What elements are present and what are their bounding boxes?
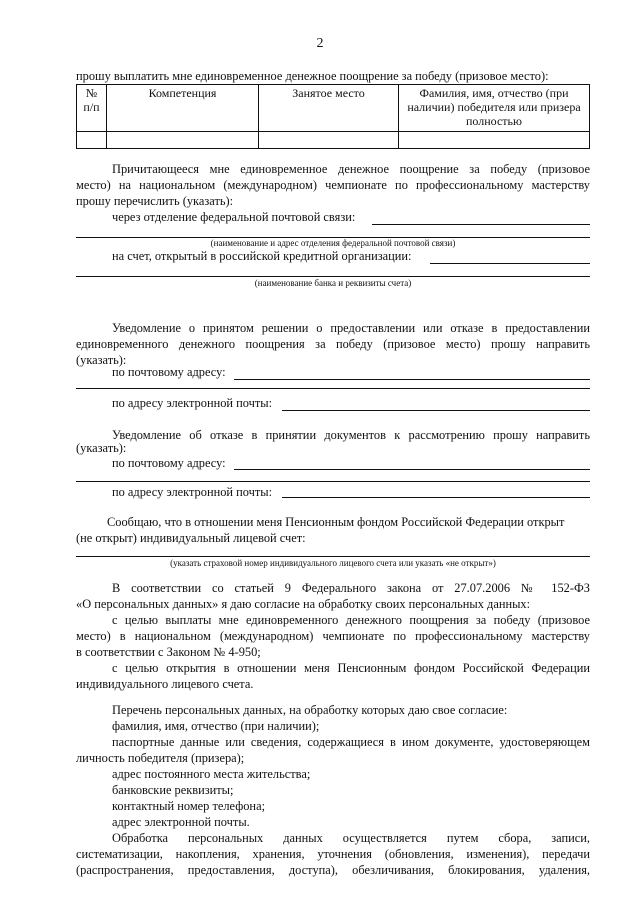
decision-postal-label: по почтовому адресу: (112, 365, 226, 379)
decision-email-field[interactable] (282, 410, 590, 411)
payment-para-line-1: Причитающееся мне единовременное денежное поощрение за победу (призовое (112, 162, 590, 176)
table-cell-place[interactable] (259, 132, 399, 149)
payment-para-line-2: место) на национальном (международном) чемпионате по профессиональному мастерству (76, 178, 590, 192)
table-header-number: № п/п (77, 85, 107, 132)
list-item: фамилия, имя, отчество (при наличии); (112, 719, 320, 733)
consent-line-1: В соответствии со статьей 9 Федерального закона от 27.07.2006 № 152-ФЗ (112, 581, 590, 595)
bank-account-caption: (наименование банка и реквизиты счета) (254, 278, 412, 288)
list-item: банковские реквизиты; (112, 783, 234, 797)
purpose-2-line-1: с целью открытия в отношении меня Пенсионным фондом Российской Федерации (112, 661, 590, 675)
bank-account-field[interactable] (430, 263, 590, 264)
purpose-2-line-2: индивидуального лицевого счета. (76, 677, 254, 691)
refusal-email-field[interactable] (282, 497, 590, 498)
decision-postal-field[interactable] (234, 379, 590, 380)
table-cell-number[interactable] (77, 132, 107, 149)
request-line: прошу выплатить мне единовременное денежное поощрение за победу (призовое место): (76, 69, 549, 83)
notify-decision-line-2: единовременного денежного поощрения за победу (призовое место) прошу направить (76, 337, 590, 351)
post-office-label: через отделение федеральной почтовой связи: (112, 210, 356, 224)
refusal-email-label: по адресу электронной почты: (112, 485, 273, 499)
table-header-place: Занятое место (259, 85, 399, 132)
pension-caption: (указать страховой номер индивидуального лицевого счета или указать «не открыт») (170, 558, 496, 568)
refusal-postal-field-line-2[interactable] (76, 481, 590, 482)
table-cell-name[interactable] (399, 132, 590, 149)
bank-account-field-line-2[interactable] (76, 276, 590, 277)
competition-table (76, 84, 590, 149)
post-office-caption: (наименование и адрес отделения федеральной почтовой связи) (210, 238, 456, 248)
decision-postal-field-line-2[interactable] (76, 388, 590, 389)
processing-line-1: Обработка персональных данных осуществляется путем сбора, записи, (112, 831, 590, 845)
list-item: адрес постоянного места жительства; (112, 767, 311, 781)
table-header-row (77, 85, 590, 132)
table-cell-competence[interactable] (107, 132, 259, 149)
refusal-postal-label: по почтовому адресу: (112, 456, 226, 470)
processing-line-3: (распространения, предоставления, доступа), обезличивания, блокирования, удаления, (76, 863, 590, 877)
notify-decision-line-3: (указать): (76, 353, 127, 367)
list-item: контактный номер телефона; (112, 799, 266, 813)
pension-line-2: (не открыт) индивидуальный лицевой счет: (76, 531, 306, 545)
bank-account-label: на счет, открытый в российской кредитной организации: (112, 249, 412, 263)
table-header-competence: Компетенция (107, 85, 259, 132)
consent-line-2: «О персональных данных» я даю согласие на обработку своих персональных данных: (76, 597, 531, 611)
post-office-field[interactable] (372, 224, 590, 225)
decision-email-label: по адресу электронной почты: (112, 396, 273, 410)
notify-refusal-line-1: Уведомление об отказе в принятии документов к рассмотрению прошу направить (112, 428, 590, 442)
page-number: 2 (316, 36, 324, 51)
table-header-name: Фамилия, имя, отчество (при наличии) победителя или призера полностью (399, 85, 590, 132)
notify-decision-line-1: Уведомление о принятом решении о предоставлении или отказе в предоставлении (112, 321, 590, 335)
processing-line-2: систематизации, накопления, хранения, уточнения (обновления, изменения), передачи (76, 847, 590, 861)
pension-account-field[interactable] (76, 556, 590, 557)
list-item: адрес электронной почты. (112, 815, 250, 829)
refusal-postal-field[interactable] (234, 469, 590, 470)
notify-refusal-line-2: (указать): (76, 441, 127, 455)
data-list-intro: Перечень персональных данных, на обработку которых даю свое согласие: (112, 703, 508, 717)
pension-line-1: Сообщаю, что в отношении меня Пенсионным фондом Российской Федерации открыт (107, 515, 565, 529)
purpose-1-line-2: место) в национальном (международном) чемпионате по профессиональному мастерству (76, 629, 590, 643)
purpose-1-line-3: в соответствии с Законом № 4-950; (76, 645, 261, 659)
purpose-1-line-1: с целью выплаты мне единовременного денежного поощрения за победу (призовое (112, 613, 590, 627)
payment-para-line-3: прошу перечислить (указать): (76, 194, 234, 208)
list-item: паспортные данные или сведения, содержащиеся в ином документе, удостоверяющем (112, 735, 590, 749)
table-row (77, 132, 590, 149)
list-item: личность победителя (призера); (76, 751, 245, 765)
